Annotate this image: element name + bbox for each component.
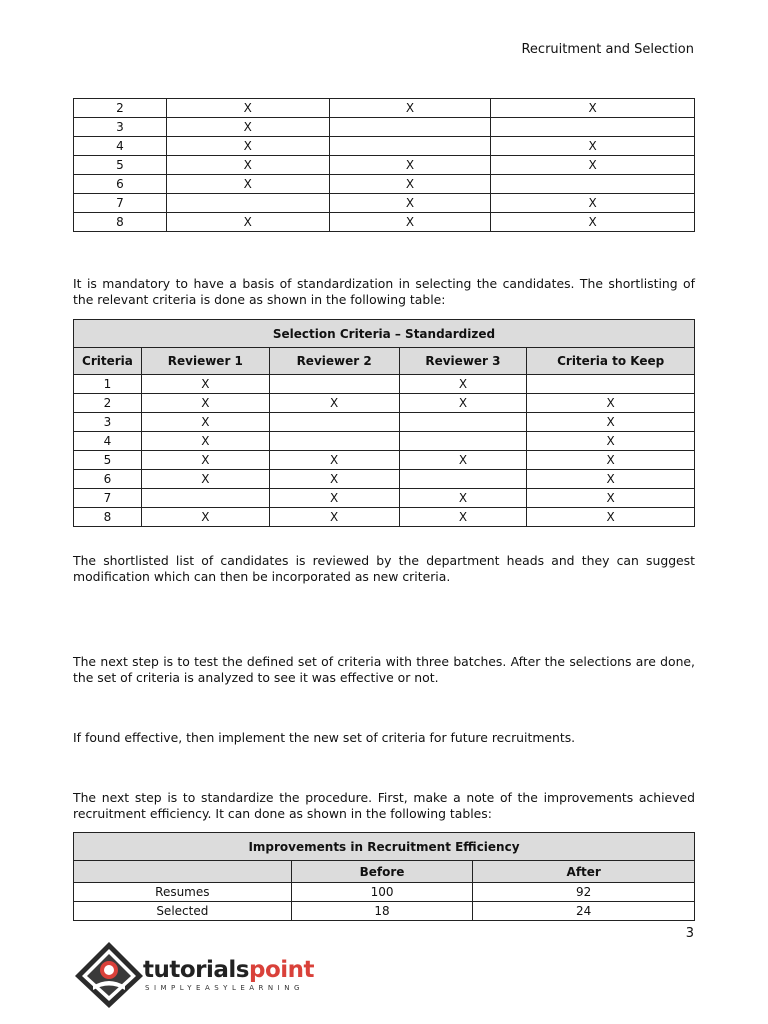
- table-cell: X: [491, 137, 695, 156]
- table-cell: X: [329, 99, 491, 118]
- table-cell: 7: [74, 194, 167, 213]
- table-cell: [269, 432, 399, 451]
- table-cell: X: [399, 394, 527, 413]
- table-cell: 6: [74, 470, 142, 489]
- table-cell: X: [399, 375, 527, 394]
- table-cell: 1: [74, 375, 142, 394]
- running-header: Recruitment and Selection: [521, 42, 694, 57]
- table-row: [74, 508, 695, 527]
- recruitment-efficiency-table: [73, 832, 695, 921]
- table-cell: X: [141, 413, 269, 432]
- table-cell: 2: [74, 394, 142, 413]
- table-cell: 18: [291, 902, 473, 921]
- table-cell: X: [527, 451, 695, 470]
- column-header: After: [473, 861, 695, 883]
- table-cell: X: [166, 156, 329, 175]
- tutorialspoint-logo: [73, 940, 318, 1010]
- table-cell: X: [329, 213, 491, 232]
- page-number: 3: [685, 926, 694, 941]
- table-cell: 8: [74, 213, 167, 232]
- table-cell: 3: [74, 118, 167, 137]
- table-cell: 7: [74, 489, 142, 508]
- table-cell: [141, 489, 269, 508]
- table-title: Selection Criteria – Standardized: [74, 320, 695, 348]
- table-cell: X: [399, 451, 527, 470]
- table-cell: X: [166, 175, 329, 194]
- table-cell: X: [399, 489, 527, 508]
- table-cell: X: [491, 99, 695, 118]
- table-cell: Selected: [74, 902, 292, 921]
- table-cell: 100: [291, 883, 473, 902]
- table-cell: X: [491, 194, 695, 213]
- table-cell: [269, 375, 399, 394]
- table-cell: 8: [74, 508, 142, 527]
- table-cell: 5: [74, 156, 167, 175]
- table-cell: X: [491, 156, 695, 175]
- table-cell: X: [166, 137, 329, 156]
- table-row: [74, 451, 695, 470]
- table-cell: [491, 175, 695, 194]
- paragraph-implement: If found effective, then implement the new set of criteria for future recruitments.: [73, 730, 576, 745]
- table-cell: X: [166, 213, 329, 232]
- table-cell: 6: [74, 175, 167, 194]
- table-cell: [399, 413, 527, 432]
- table-cell: 4: [74, 432, 142, 451]
- table-cell: 3: [74, 413, 142, 432]
- table-cell: X: [269, 489, 399, 508]
- table-cell: X: [141, 375, 269, 394]
- table-row: [74, 375, 695, 394]
- table-cell: X: [527, 394, 695, 413]
- table-cell: 4: [74, 137, 167, 156]
- table-cell: X: [141, 451, 269, 470]
- paragraph-test: The next step is to test the defined set of criteria with three batches. After the selections are done, the set of criteria is analyzed to see it was effective or not.: [73, 654, 695, 685]
- paragraph-standardize: The next step is to standardize the procedure. First, make a note of the improvements achieved recruitment efficiency. It can done as shown in the following tables:: [73, 790, 695, 821]
- table-title: Improvements in Recruitment Efficiency: [74, 833, 695, 861]
- table-cell: X: [527, 508, 695, 527]
- table-cell: X: [269, 451, 399, 470]
- table-cell: [269, 413, 399, 432]
- table-cell: 2: [74, 99, 167, 118]
- table-row: [74, 213, 695, 232]
- logo-emblem-icon: [73, 940, 145, 1010]
- table-cell: X: [141, 432, 269, 451]
- table-cell: X: [527, 470, 695, 489]
- table-row: [74, 902, 695, 921]
- table-cell: X: [141, 394, 269, 413]
- table-cell: [491, 118, 695, 137]
- table-cell: X: [527, 489, 695, 508]
- table-cell: 92: [473, 883, 695, 902]
- table-cell: X: [329, 156, 491, 175]
- selection-criteria-table: [73, 319, 695, 527]
- table-row: [74, 156, 695, 175]
- table-cell: X: [269, 394, 399, 413]
- column-header: Reviewer 1: [141, 348, 269, 375]
- table-cell: X: [141, 470, 269, 489]
- table-cell: Resumes: [74, 883, 292, 902]
- table-cell: [399, 470, 527, 489]
- table-cell: 5: [74, 451, 142, 470]
- table-cell: X: [527, 413, 695, 432]
- logo-tagline: SIMPLYEASYLEARNING: [145, 984, 304, 992]
- column-header: Reviewer 3: [399, 348, 527, 375]
- table-cell: [166, 194, 329, 213]
- table-row: [74, 413, 695, 432]
- table-cell: [399, 432, 527, 451]
- table-row: [74, 489, 695, 508]
- column-header: Reviewer 2: [269, 348, 399, 375]
- table-cell: X: [527, 432, 695, 451]
- paragraph-review: The shortlisted list of candidates is reviewed by the department heads and they can suggest modification which can then be incorporated as new criteria.: [73, 553, 695, 584]
- table-cell: X: [166, 118, 329, 137]
- table-cell: X: [491, 213, 695, 232]
- table-cell: X: [329, 175, 491, 194]
- table-row: [74, 394, 695, 413]
- table-cell: 24: [473, 902, 695, 921]
- table-cell: [329, 137, 491, 156]
- table-row: [74, 118, 695, 137]
- table-cell: X: [329, 194, 491, 213]
- table-cell: X: [166, 99, 329, 118]
- table-row: [74, 194, 695, 213]
- paragraph-standardization: It is mandatory to have a basis of standardization in selecting the candidates. The shortlisting of the relevant criteria is done as shown in the following table:: [73, 276, 695, 307]
- table-row: [74, 432, 695, 451]
- table-cell: X: [141, 508, 269, 527]
- logo-wordmark: tutorialspoint: [143, 957, 315, 983]
- header-row: [74, 861, 695, 883]
- column-header: Before: [291, 861, 473, 883]
- table-row: [74, 175, 695, 194]
- table-row: [74, 137, 695, 156]
- column-header: Criteria to Keep: [527, 348, 695, 375]
- table-cell: [329, 118, 491, 137]
- table-row: [74, 883, 695, 902]
- header-row: [74, 348, 695, 375]
- table-row: [74, 99, 695, 118]
- table-row: [74, 470, 695, 489]
- table-cell: X: [269, 508, 399, 527]
- reviewer-table-continued: [73, 98, 695, 232]
- column-header: [74, 861, 292, 883]
- table-cell: [527, 375, 695, 394]
- table-cell: X: [269, 470, 399, 489]
- column-header: Criteria: [74, 348, 142, 375]
- table-cell: X: [399, 508, 527, 527]
